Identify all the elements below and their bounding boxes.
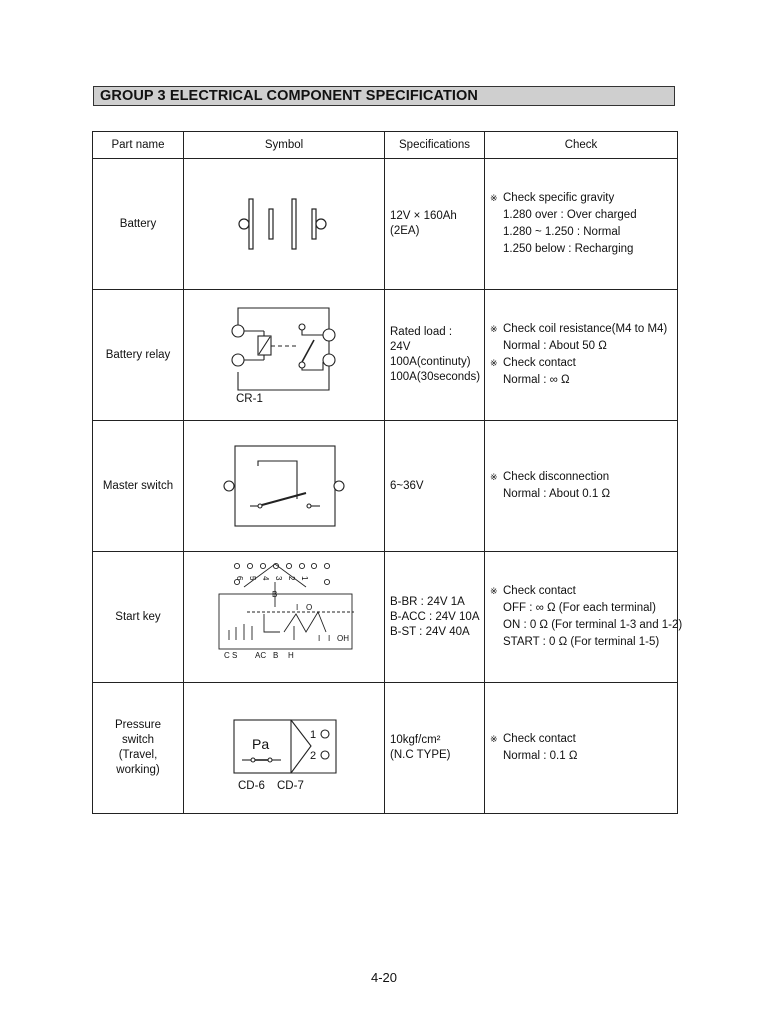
position-label: I — [296, 603, 299, 612]
note-marker: ※ — [490, 472, 498, 482]
check-line: 1.280 ~ 1.250 : Normal — [503, 226, 621, 238]
check-cell — [485, 421, 678, 552]
table-row — [93, 552, 678, 683]
check-line: Check contact — [503, 357, 576, 369]
check-cell — [485, 290, 678, 421]
note-marker: ※ — [490, 193, 498, 203]
start-key-symbol — [184, 552, 385, 682]
section-title-bar — [93, 86, 675, 106]
note-marker: ※ — [490, 586, 498, 596]
position-label: OH — [337, 634, 349, 643]
part-name-master-switch: Master switch — [93, 421, 184, 552]
check-line: START : 0 Ω (For terminal 1-5) — [503, 636, 660, 648]
check-cell — [485, 683, 678, 814]
spec-line: B-BR : 24V 1A — [390, 595, 465, 608]
spec-line: B-ST : 24V 40A — [390, 625, 470, 638]
check-line: Normal : ∞ Ω — [503, 374, 570, 386]
part-name-start-key: Start key — [93, 552, 184, 683]
symbol-cell — [184, 290, 385, 421]
terminal-label: AC — [255, 651, 267, 660]
check-line: Normal : About 50 Ω — [503, 340, 607, 352]
check-line: 1.280 over : Over charged — [503, 209, 637, 221]
battery-relay-symbol — [184, 290, 385, 420]
symbol-cell — [184, 552, 385, 683]
spec-line: 100A(continuty) — [390, 356, 471, 368]
terminal-label: B — [273, 651, 279, 660]
terminal-label: 2 — [310, 750, 317, 762]
spec-cell — [385, 552, 485, 683]
table-row — [93, 159, 678, 290]
spec-line: Rated load : — [390, 326, 453, 338]
terminal-label: 2 — [287, 576, 296, 581]
terminal-label: 6 — [235, 576, 244, 581]
battery-symbol — [184, 159, 385, 289]
symbol-cell — [184, 421, 385, 552]
terminal-label: H — [288, 651, 294, 660]
position-label: O — [306, 603, 313, 612]
part-name-pressure-switch: Pressure switch (Travel, working) — [93, 683, 184, 814]
part-name-battery: Battery — [93, 159, 184, 290]
terminal-label: 4 — [261, 576, 270, 581]
table-row — [93, 683, 678, 814]
terminal-label: 3 — [274, 576, 283, 581]
check-line: Check disconnection — [503, 471, 610, 483]
spec-line: 100A(30seconds) — [390, 371, 481, 383]
table-row — [93, 290, 678, 421]
component-spec-table — [92, 131, 683, 814]
relay-label-cr1: CR-1 — [236, 393, 263, 405]
connector-label: CD-7 — [277, 780, 304, 792]
col-header-specifications: Specifications — [385, 132, 485, 159]
pressure-switch-symbol — [184, 683, 385, 813]
check-line: Normal : 0.1 Ω — [503, 750, 578, 762]
terminal-label: S — [232, 651, 238, 660]
check-line: OFF : ∞ Ω (For each terminal) — [503, 602, 656, 614]
spec-line: 6~36V — [390, 479, 424, 492]
symbol-cell — [184, 683, 385, 814]
page-number: 4-20 — [370, 970, 398, 985]
spec-cell — [385, 159, 485, 290]
col-header-check: Check — [485, 132, 678, 159]
spec-line: 10kgf/cm² — [390, 734, 441, 746]
terminal-label: 1 — [300, 576, 309, 581]
symbol-cell — [184, 159, 385, 290]
master-switch-symbol — [184, 421, 385, 551]
check-cell — [485, 159, 678, 290]
check-line: Check contact — [503, 585, 576, 597]
part-name-battery-relay: Battery relay — [93, 290, 184, 421]
check-line: Normal : About 0.1 Ω — [503, 488, 611, 500]
check-line: Check coil resistance(M4 to M4) — [503, 323, 668, 335]
pa-label: Pa — [252, 736, 270, 752]
spec-line: (2EA) — [390, 225, 420, 237]
section-title: GROUP 3 ELECTRICAL COMPONENT SPECIFICATION — [100, 88, 479, 104]
check-line: 1.250 below : Recharging — [503, 243, 634, 255]
spec-line: (N.C TYPE) — [390, 749, 451, 761]
note-marker: ※ — [490, 324, 498, 334]
col-header-part-name: Part name — [93, 132, 184, 159]
terminal-label: 1 — [310, 729, 317, 741]
terminal-label: B — [272, 590, 278, 599]
check-line: Check contact — [503, 733, 576, 745]
position-label: I — [318, 634, 321, 643]
check-cell — [485, 552, 683, 683]
check-line: ON : 0 Ω (For terminal 1-3 and 1-2) — [503, 619, 683, 631]
note-marker: ※ — [490, 734, 498, 744]
check-line: Check specific gravity — [503, 192, 615, 204]
terminal-label: 5 — [248, 576, 257, 581]
spec-cell — [385, 421, 485, 552]
spec-cell — [385, 683, 485, 814]
table-row — [93, 421, 678, 552]
terminal-label: C — [224, 651, 230, 660]
col-header-symbol: Symbol — [184, 132, 385, 159]
spec-cell — [385, 290, 485, 421]
position-label: I — [328, 634, 331, 643]
spec-line: 12V × 160Ah — [390, 210, 457, 222]
note-marker: ※ — [490, 358, 498, 368]
spec-line: 24V — [390, 341, 411, 353]
connector-label: CD-6 — [238, 780, 265, 792]
spec-line: B-ACC : 24V 10A — [390, 610, 480, 623]
table-header-row — [93, 132, 678, 159]
